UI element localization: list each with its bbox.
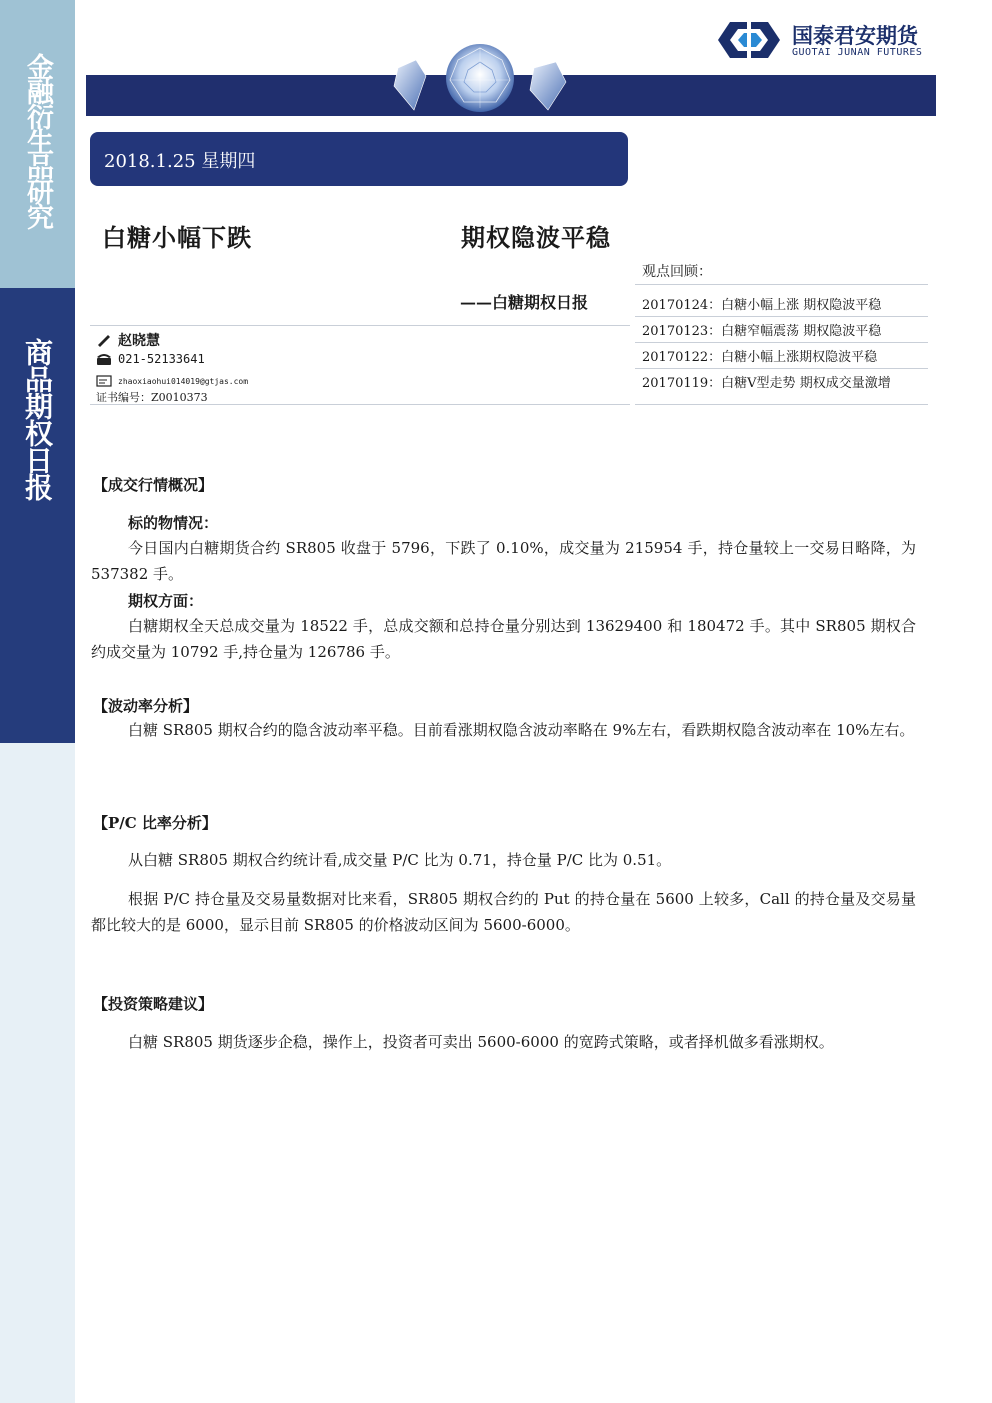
author-phone-row <box>96 352 205 366</box>
divider <box>635 404 928 405</box>
review-item: 20170122：白糖小幅上涨期权隐波平稳 <box>642 350 878 365</box>
section-heading-market: 【成交行情概况】 <box>93 476 214 494</box>
author-email: zhaoxiaohui014019@gtjas.com <box>118 376 249 386</box>
author-name: 赵晓慧 <box>118 333 160 349</box>
diamond-decoration-icon <box>390 38 570 118</box>
paragraph-underlying: 今日国内白糖期货合约 SR805 收盘于 5796，下跌了 0.10%，成交量为 215954 手，持仓量较上一交易日略降，为 537382 手。 <box>91 539 916 583</box>
phone-icon <box>96 352 112 366</box>
report-date: 2018.1.25 星期四 <box>104 151 256 172</box>
divider <box>90 404 630 405</box>
headline-left: 白糖小幅下跌 <box>102 223 252 252</box>
paragraph-pc-ratio: 从白糖 SR805 期权合约统计看,成交量 P/C 比为 0.71，持仓量 P/C 比为 0.51。 <box>128 851 672 869</box>
subheading-options: 期权方面： <box>128 592 204 610</box>
headline-right: 期权隐波平稳 <box>461 223 611 252</box>
report-subtitle: ——白糖期权日报 <box>460 293 589 312</box>
review-item: 20170119：白糖V型走势 期权成交量激增 <box>642 376 891 391</box>
date-bar <box>90 132 628 186</box>
section-heading-volatility: 【波动率分析】 <box>93 697 199 715</box>
sidebar-category-label: 金融衍生品研究 <box>22 52 53 228</box>
paragraph-pc-analysis: 根据 P/C 持仓量及交易量数据对比来看，SR805 期权合约的 Put 的持仓量在 5600 上较多，Call 的持仓量及交易量都比较大的是 6000，显示目前 SR805 的价格波动区间为 5600-6000。 <box>91 890 916 934</box>
section-heading-strategy: 【投资策略建议】 <box>93 995 214 1013</box>
divider <box>635 368 928 369</box>
review-item: 20170124：白糖小幅上涨 期权隐波平稳 <box>642 298 882 313</box>
review-heading: 观点回顾： <box>642 264 712 280</box>
author-certificate: 证书编号：Z0010373 <box>96 391 208 404</box>
section-heading-pc-ratio: 【P/C 比率分析】 <box>93 814 217 832</box>
logo-mark-icon <box>716 20 782 60</box>
company-logo <box>716 20 936 64</box>
subheading-underlying: 标的物情况： <box>128 514 219 532</box>
paragraph-options: 白糖期权全天总成交量为 18522 手，总成交额和总持仓量分别达到 13629400 和 180472 手。其中 SR805 期权合约成交量为 10792 手,持仓量为 126786 手。 <box>91 617 916 661</box>
paragraph-strategy: 白糖 SR805 期货逐步企稳，操作上，投资者可卖出 5600-6000 的宽跨式策略，或者择机做多看涨期权。 <box>128 1033 834 1051</box>
email-icon <box>96 374 112 388</box>
logo-chinese-name: 国泰君安期货 <box>792 24 918 48</box>
logo-english-name: GUOTAI JUNAN FUTURES <box>792 47 923 58</box>
sidebar-report-type-label: 商品期权日报 <box>21 338 54 500</box>
divider <box>635 316 928 317</box>
author-name-row <box>96 330 160 350</box>
divider <box>90 325 630 326</box>
divider <box>635 284 928 285</box>
divider <box>635 342 928 343</box>
author-email-row <box>96 374 248 388</box>
review-item: 20170123：白糖窄幅震荡 期权隐波平稳 <box>642 324 882 339</box>
paragraph-volatility: 白糖 SR805 期权合约的隐含波动率平稳。目前看涨期权隐含波动率略在 9%左右，看跌期权隐含波动率在 10%左右。 <box>128 721 915 739</box>
author-phone: 021-52133641 <box>118 352 205 366</box>
pen-icon <box>96 333 112 347</box>
